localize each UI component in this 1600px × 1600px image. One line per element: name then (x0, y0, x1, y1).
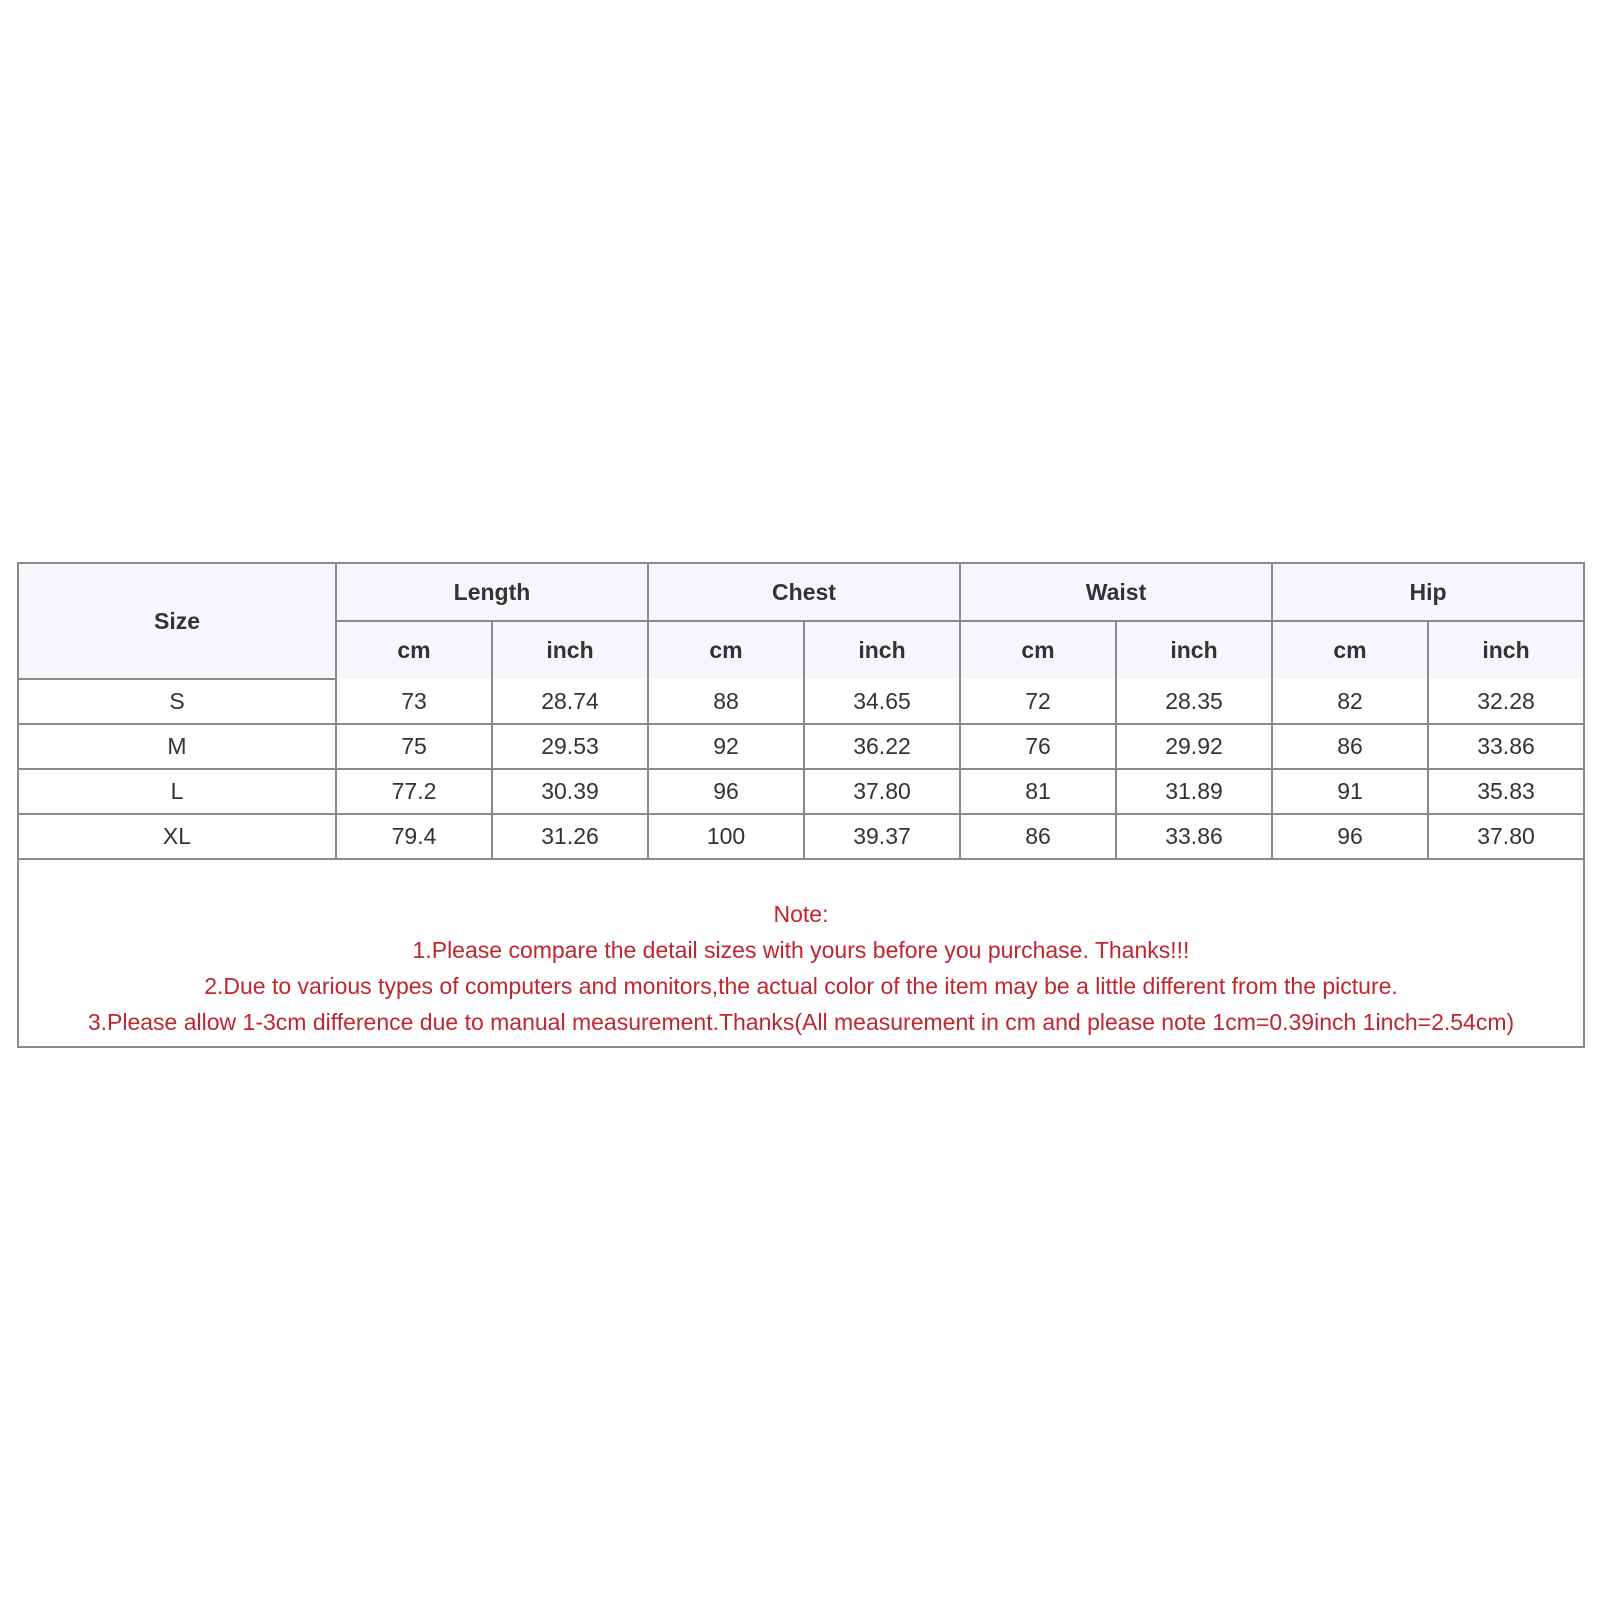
length-group-header: Length (336, 564, 648, 621)
waist-cm-cell: 86 (960, 814, 1116, 859)
length-cm-cell: 77.2 (336, 769, 492, 814)
waist-inch-cell: 29.92 (1116, 724, 1272, 769)
length-cm-cell: 79.4 (336, 814, 492, 859)
size-chart (17, 562, 1585, 1048)
waist-inch-cell: 33.86 (1116, 814, 1272, 859)
chest-cm-cell: 88 (648, 679, 804, 724)
table-row (19, 769, 1583, 814)
waist-cm-cell: 72 (960, 679, 1116, 724)
hip-group-header: Hip (1272, 564, 1583, 621)
hip-cm-header: cm (1272, 621, 1428, 679)
table-row (19, 679, 1583, 724)
hip-inch-cell: 37.80 (1428, 814, 1583, 859)
chest-inch-cell: 37.80 (804, 769, 960, 814)
size-cell: S (19, 679, 336, 724)
waist-inch-cell: 28.35 (1116, 679, 1272, 724)
chest-inch-cell: 39.37 (804, 814, 960, 859)
hip-cm-cell: 82 (1272, 679, 1428, 724)
chest-cm-cell: 96 (648, 769, 804, 814)
chest-group-header: Chest (648, 564, 960, 621)
chest-inch-cell: 36.22 (804, 724, 960, 769)
length-inch-header: inch (492, 621, 648, 679)
size-cell: L (19, 769, 336, 814)
chest-cm-cell: 100 (648, 814, 804, 859)
hip-inch-cell: 35.83 (1428, 769, 1583, 814)
length-inch-cell: 30.39 (492, 769, 648, 814)
waist-cm-cell: 76 (960, 724, 1116, 769)
note-line-1: 1.Please compare the detail sizes with yours before you purchase. Thanks!!! (412, 937, 1190, 963)
note-line-2: 2.Due to various types of computers and monitors,the actual color of the item may be a little different from the picture. (204, 973, 1398, 999)
length-cm-cell: 75 (336, 724, 492, 769)
hip-cm-cell: 91 (1272, 769, 1428, 814)
waist-cm-cell: 81 (960, 769, 1116, 814)
table-row (19, 724, 1583, 769)
hip-inch-cell: 33.86 (1428, 724, 1583, 769)
length-cm-header: cm (336, 621, 492, 679)
length-inch-cell: 28.74 (492, 679, 648, 724)
length-cm-cell: 73 (336, 679, 492, 724)
note-section (19, 860, 1583, 1046)
hip-inch-cell: 32.28 (1428, 679, 1583, 724)
waist-cm-header: cm (960, 621, 1116, 679)
hip-inch-header: inch (1428, 621, 1583, 679)
note-title: Note: (773, 901, 829, 927)
waist-inch-cell: 31.89 (1116, 769, 1272, 814)
size-column-header: Size (19, 564, 336, 679)
waist-inch-header: inch (1116, 621, 1272, 679)
size-table (19, 564, 1583, 860)
chest-inch-cell: 34.65 (804, 679, 960, 724)
chest-cm-cell: 92 (648, 724, 804, 769)
hip-cm-cell: 96 (1272, 814, 1428, 859)
length-inch-cell: 29.53 (492, 724, 648, 769)
chest-cm-header: cm (648, 621, 804, 679)
length-inch-cell: 31.26 (492, 814, 648, 859)
table-row (19, 814, 1583, 859)
waist-group-header: Waist (960, 564, 1272, 621)
hip-cm-cell: 86 (1272, 724, 1428, 769)
size-cell: XL (19, 814, 336, 859)
size-cell: M (19, 724, 336, 769)
chest-inch-header: inch (804, 621, 960, 679)
note-line-3: 3.Please allow 1-3cm difference due to manual measurement.Thanks(All measurement in cm and please note 1cm=0.39inch 1inch=2.54cm) (87, 1009, 1515, 1035)
